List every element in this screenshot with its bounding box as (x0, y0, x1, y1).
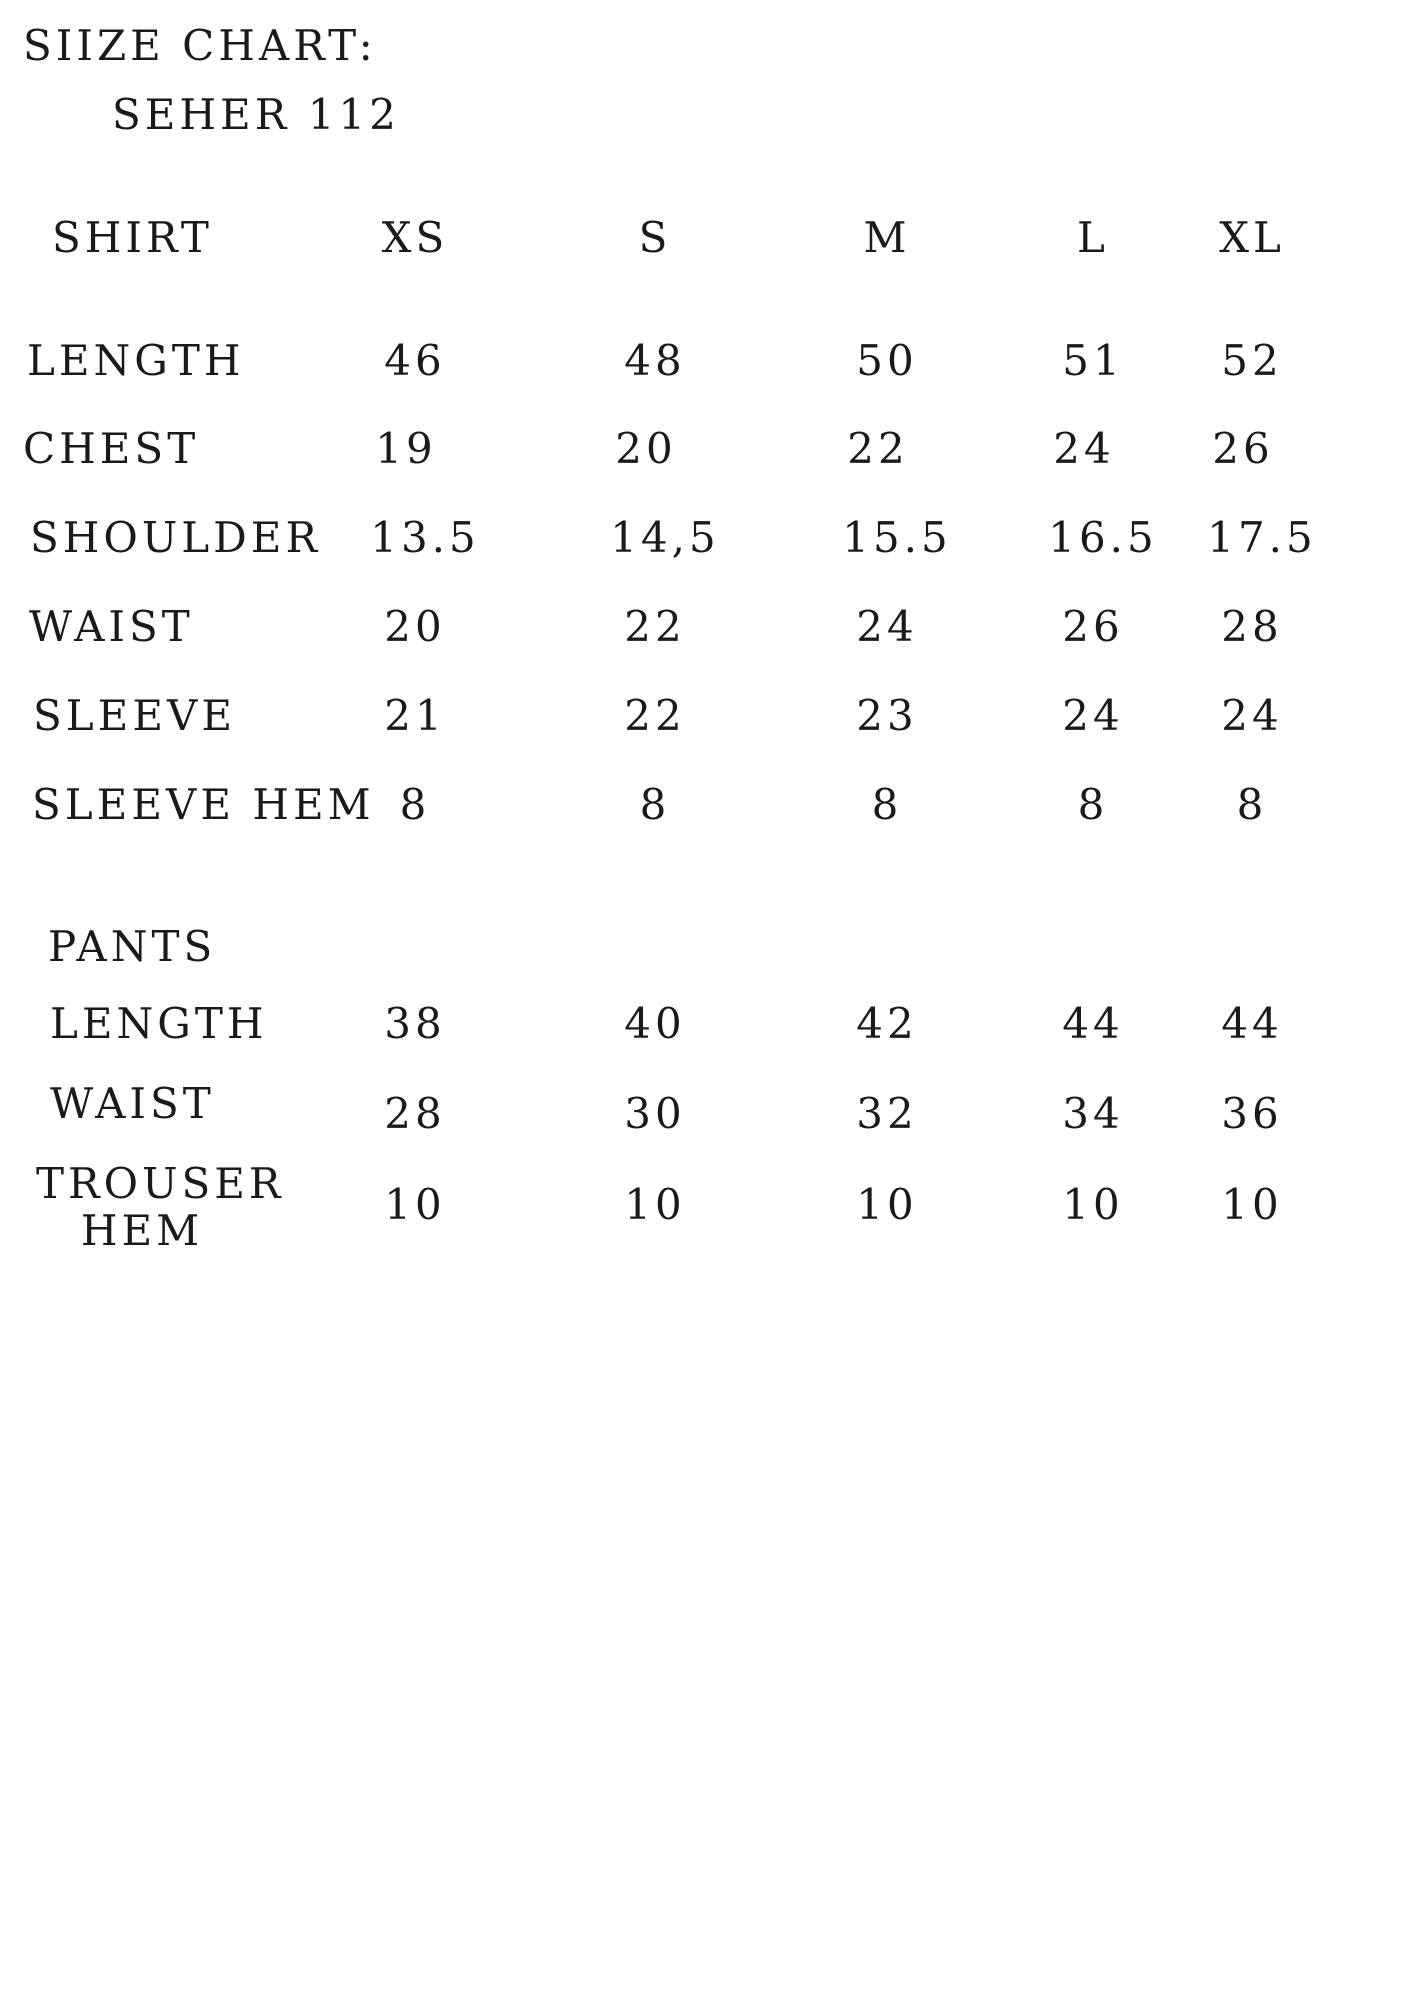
table-cell: 51 (1062, 336, 1124, 385)
size-header-m: M (863, 213, 911, 262)
table-cell: 23 (856, 691, 918, 740)
table-cell: 28 (384, 1089, 446, 1138)
size-header-xl: XL (1219, 213, 1285, 262)
size-header-l: L (1077, 213, 1109, 262)
table-cell: 24 (1062, 691, 1124, 740)
table-cell: 8 (399, 780, 431, 829)
table-cell: 24 (856, 602, 918, 651)
table-cell: 44 (1062, 999, 1124, 1048)
row-label-shirt-sleeve: SLEEVE (33, 691, 236, 740)
table-cell: 15.5 (842, 513, 952, 562)
table-cell: 8 (871, 780, 903, 829)
table-cell: 14,5 (610, 513, 720, 562)
row-label-shirt-length: LENGTH (27, 336, 245, 385)
table-cell: 50 (856, 336, 918, 385)
table-cell: 13.5 (370, 513, 480, 562)
table-cell: 8 (639, 780, 671, 829)
table-cell: 32 (856, 1089, 918, 1138)
table-cell: 28 (1221, 602, 1283, 651)
table-cell: 8 (1236, 780, 1268, 829)
table-cell: 36 (1221, 1089, 1283, 1138)
table-cell: 26 (1212, 424, 1274, 473)
table-cell: 20 (384, 602, 446, 651)
table-cell: 22 (847, 424, 909, 473)
table-cell: 44 (1221, 999, 1283, 1048)
table-cell: 42 (856, 999, 918, 1048)
table-cell: 17.5 (1207, 513, 1317, 562)
pants-section-label: PANTS (48, 922, 217, 971)
page-title: SIIZE CHART: (23, 21, 377, 70)
table-cell: 24 (1221, 691, 1283, 740)
row-label-shirt-waist: WAIST (29, 602, 194, 651)
table-cell: 26 (1062, 602, 1124, 651)
table-cell: 19 (375, 424, 437, 473)
row-label-pants-trouser-hem (36, 1159, 285, 1256)
size-header-xs: XS (381, 213, 449, 262)
table-cell: 40 (624, 999, 686, 1048)
product-name: SEHER 112 (112, 90, 400, 139)
table-cell: 22 (624, 602, 686, 651)
table-cell: 52 (1221, 336, 1283, 385)
table-cell: 10 (1062, 1180, 1124, 1229)
table-cell: 38 (384, 999, 446, 1048)
table-cell: 24 (1053, 424, 1115, 473)
row-label-shirt-sleeve-hem: SLEEVE HEM (32, 780, 375, 829)
table-cell: 48 (624, 336, 686, 385)
table-cell: 30 (624, 1089, 686, 1138)
table-cell: 10 (856, 1180, 918, 1229)
row-label-line: TROUSER (36, 1159, 285, 1208)
row-label-pants-waist: WAIST (50, 1079, 215, 1128)
row-label-shirt-shoulder: SHOULDER (30, 513, 322, 562)
table-cell: 10 (1221, 1180, 1283, 1229)
size-header-s: S (638, 213, 672, 262)
table-cell: 21 (384, 691, 446, 740)
table-cell: 16.5 (1048, 513, 1158, 562)
shirt-section-label: SHIRT (52, 213, 213, 262)
table-cell: 22 (624, 691, 686, 740)
table-cell: 20 (615, 424, 677, 473)
row-label-line: HEM (80, 1206, 204, 1256)
table-cell: 46 (384, 336, 446, 385)
table-cell: 34 (1062, 1089, 1124, 1138)
row-label-pants-length: LENGTH (50, 999, 268, 1048)
table-cell: 10 (384, 1180, 446, 1229)
table-cell: 10 (624, 1180, 686, 1229)
table-cell: 8 (1077, 780, 1109, 829)
row-label-shirt-chest: CHEST (23, 424, 200, 473)
